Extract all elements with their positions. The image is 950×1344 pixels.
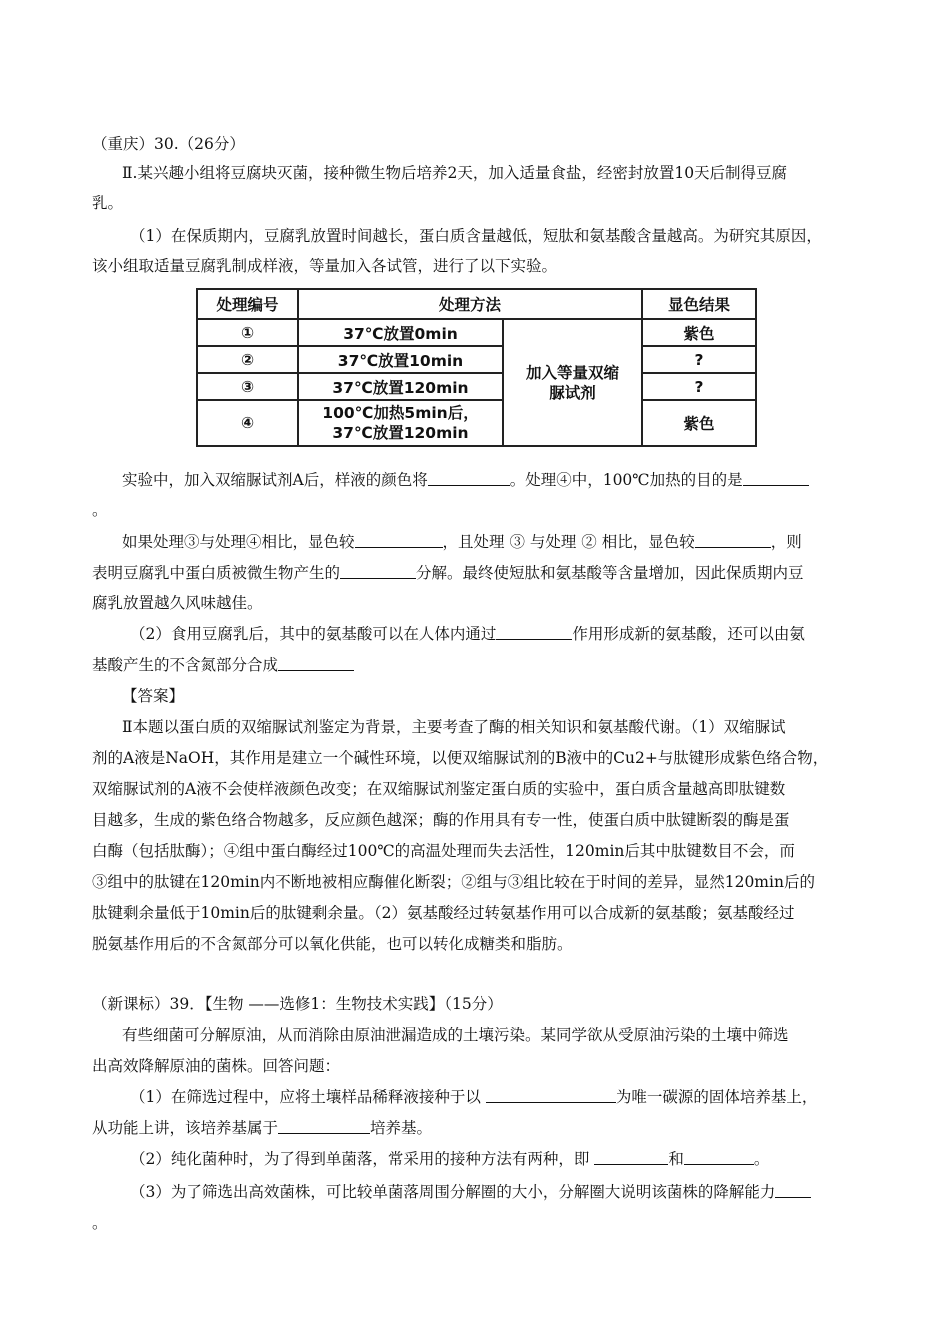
answer-line: 脱氨基作用后的不含氮部分可以氧化供能，也可以转化成糖类和脂肪。 (92, 935, 573, 953)
answer-blank[interactable] (695, 533, 771, 548)
sentence-4: 腐乳放置越久风味越佳。 (92, 594, 263, 612)
answer-blank[interactable] (486, 1088, 616, 1103)
answer-blank[interactable] (355, 533, 443, 548)
sentence-2-b: ，且处理 ③ 与处理 ② 相比，显色较 (442, 533, 695, 551)
part2-a: （2）食用豆腐乳后，其中的氨基酸可以在人体内通过 (130, 625, 497, 643)
answer-line: Ⅱ本题以蛋白质的双缩脲试剂鉴定为背景，主要考查了酶的相关知识和氨基酸代谢。（1）双缩脲试 (122, 718, 786, 736)
question-header-xinkebiao: （新课标）39．【生物 ——选修1：生物技术实践】（15分） (92, 995, 503, 1013)
q2-part3-text: （3）为了筛选出高效菌株，可比较单菌落周围分解圈的大小，分解圈大说明该菌株的降解能力 (130, 1183, 776, 1201)
table-header-method: 处理方法 (298, 289, 642, 319)
sentence-2 (122, 532, 802, 552)
row-result: ? (642, 346, 756, 373)
answer-line: 肽键剩余量低于10min后的肽键剩余量。（2）氨基酸经过转氨基作用可以合成新的氨基酸；氨基酸经过 (92, 904, 795, 922)
sentence-2-c: ，则 (770, 533, 802, 551)
q2-intro-line-1: 有些细菌可分解原油，从而消除由原油泄漏造成的土壤污染。某同学欲从受原油污染的土壤中筛选 (122, 1026, 789, 1044)
q2-part2-line (130, 1149, 769, 1169)
answer-blank[interactable] (684, 1150, 754, 1165)
table-row (197, 346, 756, 373)
answer-blank[interactable] (743, 471, 809, 486)
part2-b: 作用形成新的氨基酸，还可以由氨 (572, 625, 805, 643)
answer-line: 目越多，生成的紫色络合物越多，反应颜色越深；酶的作用具有专一性，使蛋白质中肽键断裂的酶是蛋 (92, 811, 790, 829)
answer-blank[interactable] (594, 1150, 668, 1165)
table-row (197, 319, 756, 346)
row-method (298, 400, 503, 446)
row-method: 37℃放置120min (298, 373, 503, 400)
row-result: 紫色 (642, 400, 756, 446)
table-header-result: 显色结果 (642, 289, 756, 319)
row-method: 37℃放置0min (298, 319, 503, 346)
answer-line: 白酶（包括肽酶）；④组中蛋白酶经过100℃的高温处理而失去活性，120min后其中肽键数目不会，而 (92, 842, 795, 860)
answer-blank[interactable] (278, 656, 354, 671)
q2-part2-a: （2）纯化菌种时，为了得到单菌落，常采用的接种方法有两种，即 (130, 1150, 590, 1168)
q2-part1-l2b: 培养基。 (370, 1119, 433, 1137)
merged-method-line-1: 加入等量双缩 (525, 363, 619, 382)
answer-blank[interactable] (775, 1183, 811, 1198)
q2-part3-end: 。 (92, 1214, 108, 1232)
q2-part1-a: （1）在筛选过程中，应将土壤样品稀释液接种于以 (130, 1088, 481, 1106)
q2-part1-b: 为唯一碳源的固体培养基上， (615, 1088, 818, 1106)
merged-method-cell (503, 319, 642, 446)
row-id: ② (197, 346, 298, 373)
answer-line: 双缩脲试剂的A液不会使样液颜色改变；在双缩脲试剂鉴定蛋白质的实验中，蛋白质含量越高即肽键数 (92, 780, 786, 798)
row-result: 紫色 (642, 319, 756, 346)
part2-line-2 (92, 655, 354, 675)
answer-blank[interactable] (428, 471, 510, 486)
row-result: ? (642, 373, 756, 400)
q2-intro-line-2: 出高效降解原油的菌株。回答问题： (92, 1057, 341, 1075)
q2-part2-b: 和 (668, 1150, 684, 1168)
question-header-chongqing: （重庆）30.（26分） (92, 135, 245, 153)
answer-line: 剂的A液是NaOH，其作用是建立一个碱性环境，以便双缩脲试剂的B液中的Cu2+与肽键形成紫色络合物， (92, 749, 829, 767)
answer-blank[interactable] (340, 564, 416, 579)
row-id: ③ (197, 373, 298, 400)
answer-line: ③组中的肽键在120min内不断地被相应酶催化断裂；②组与③组比较在于时间的差异，显然120min后的 (92, 873, 815, 891)
answer-blank[interactable] (278, 1119, 370, 1134)
sentence-3-a: 表明豆腐乳中蛋白质被微生物产生的 (92, 564, 341, 582)
row-id: ① (197, 319, 298, 346)
part1-line-1: （1）在保质期内，豆腐乳放置时间越长，蛋白质含量越低，短肽和氨基酸含量越高。为研究其原因， (130, 227, 822, 245)
sentence-3 (92, 563, 804, 583)
sentence-2-a: 如果处理③与处理④相比，显色较 (122, 533, 355, 551)
row-id: ④ (197, 400, 298, 446)
table-header-id: 处理编号 (197, 289, 298, 319)
intro-line-1: Ⅱ.某兴趣小组将豆腐块灭菌，接种微生物后培养2天，加入适量食盐，经密封放置10天后制得豆腐 (122, 164, 788, 182)
merged-method-line-2: 脲试剂 (549, 383, 596, 402)
part2-line-2-text: 基酸产生的不含氮部分合成 (92, 656, 279, 674)
q2-part3-line (130, 1182, 811, 1202)
q2-part1-line-2 (92, 1118, 432, 1138)
answer-title: 【答案】 (122, 687, 185, 705)
table-row (197, 400, 756, 446)
part1-line-2: 该小组取适量豆腐乳制成样液，等量加入各试管，进行了以下实验。 (92, 257, 558, 275)
sentence-1 (122, 470, 809, 490)
q2-part2-c: 。 (753, 1150, 770, 1168)
sentence-1-b: 。处理④中，100℃加热的目的是 (509, 471, 743, 489)
intro-line-2: 乳。 (92, 194, 124, 212)
row-method-line-1: 100℃加热5min后， (322, 404, 479, 422)
q2-part1-l2a: 从功能上讲，该培养基属于 (92, 1119, 279, 1137)
part2-line-1 (130, 624, 805, 644)
sentence-1-end: 。 (92, 501, 108, 519)
experiment-table (196, 288, 757, 447)
sentence-3-b: 分解。最终使短肽和氨基酸等含量增加，因此保质期内豆 (416, 564, 804, 582)
sentence-1-a: 实验中，加入双缩脲试剂A后，样液的颜色将 (122, 471, 428, 489)
row-method-line-2: 37℃放置120min (332, 424, 469, 442)
row-method: 37℃放置10min (298, 346, 503, 373)
q2-part1-line-1 (130, 1087, 817, 1107)
answer-blank[interactable] (496, 625, 572, 640)
table-row (197, 373, 756, 400)
